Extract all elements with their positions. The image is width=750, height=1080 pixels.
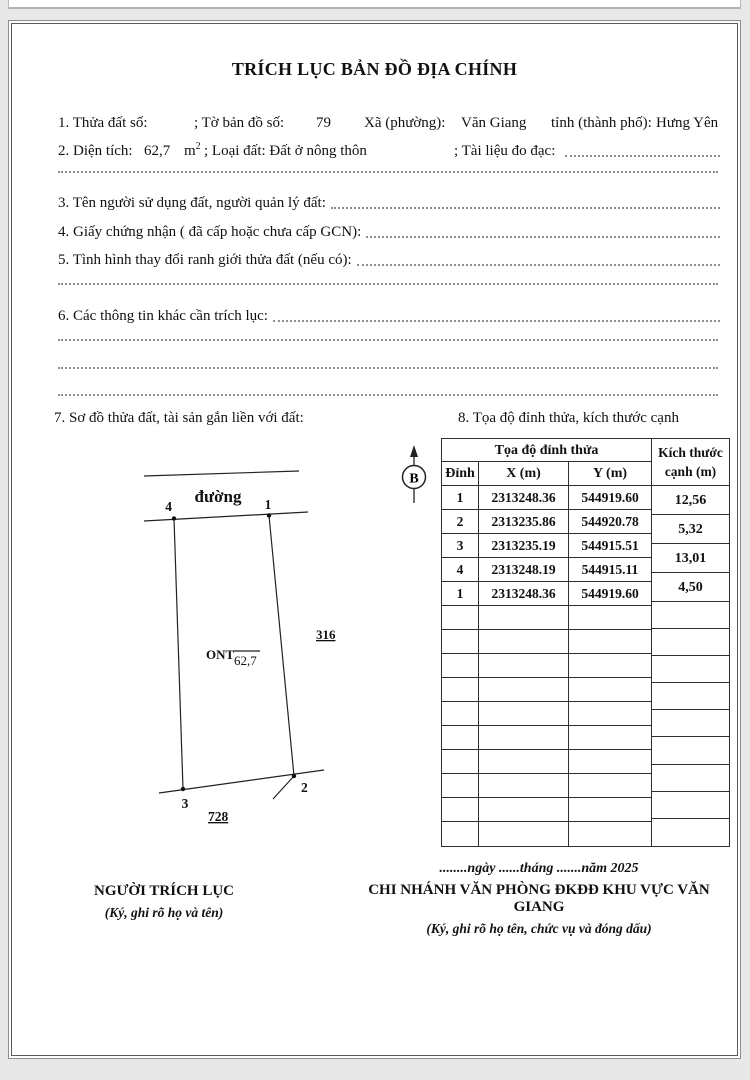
table-row [442, 510, 651, 534]
edge-length-cell-empty [652, 819, 729, 846]
document-page [8, 20, 741, 1059]
edge-length-cell-empty [652, 602, 729, 629]
table-row-empty [442, 726, 651, 750]
x-cell: 2313235.86 [479, 510, 569, 533]
dotted-fill [565, 141, 720, 157]
area-unit: $m^2$ [184, 141, 201, 159]
road-upper-line [144, 471, 299, 476]
edge-length-cell-empty [652, 737, 729, 764]
table-row-empty [442, 654, 651, 678]
parcel-number-label: 1. Thửa đất số: [58, 115, 148, 131]
vertex-cell: 1 [442, 486, 479, 509]
edge-length-cell-empty [652, 629, 729, 656]
edge-length-cell: 12,56 [652, 486, 729, 515]
vertex-dot-2 [292, 774, 296, 778]
province-value: Hưng Yên [656, 115, 719, 131]
sketch-section-heading: 7. Sơ đồ thửa đất, tài sản gắn liền với đất: [54, 410, 304, 426]
vertex-cell: 2 [442, 510, 479, 533]
dotted-fill [273, 306, 720, 322]
vertex-label-1: 1 [264, 497, 272, 512]
table-row-empty [442, 606, 651, 630]
edge-length-column [652, 438, 730, 847]
land-use-code: ONT [206, 647, 235, 662]
edge-length-cell: 5,32 [652, 515, 729, 544]
land-user-label: 3. Tên người sử dụng đất, người quản lý đất: [58, 195, 326, 211]
vertex-cell: 3 [442, 534, 479, 557]
adjacent-parcel-bottom-label: 728 [208, 809, 229, 824]
dotted-fill [357, 250, 720, 266]
field-boundary-changes [58, 247, 722, 269]
edge-cells [652, 486, 729, 846]
coords-rows [442, 486, 651, 846]
vertex-dot-1 [267, 513, 271, 517]
col-header-edge: Kích thước cạnh (m) [652, 439, 729, 486]
table-row [442, 486, 651, 510]
dotted-line [58, 339, 718, 341]
y-cell: 544920.78 [581, 514, 639, 529]
edge-length-cell-empty [652, 683, 729, 710]
vertex-cell: 4 [442, 558, 479, 581]
office-sign-note: (Ký, ghi rõ họ tên, chức vụ và đóng dấu) [426, 921, 652, 936]
area-label: 2. Diện tích: [58, 143, 133, 159]
edge-length-cell-empty [652, 710, 729, 737]
table-row-empty [442, 678, 651, 702]
dotted-line [58, 367, 718, 369]
field-certificate [58, 219, 722, 241]
dotted-fill [331, 193, 720, 209]
land-type-label: ; Loại đất: Đất ở nông thôn [204, 143, 367, 159]
office-title: CHI NHÁNH VĂN PHÒNG ĐKĐĐ KHU VỰC VĂN GIANG [368, 882, 710, 915]
y-cell: 544919.60 [581, 490, 639, 505]
parcel-left-edge [174, 519, 183, 790]
x-cell: 2313235.19 [479, 534, 569, 557]
boundary-tick [273, 776, 294, 799]
coordinate-table [441, 438, 730, 847]
road-label: đường [194, 487, 242, 506]
table-row [442, 534, 651, 558]
field-area [58, 138, 722, 160]
area-value: 62,7 [144, 143, 171, 159]
extractor-title: NGƯỜI TRÍCH LỤC [93, 883, 235, 899]
north-arrow-icon [403, 445, 426, 503]
edge-length-cell-empty [652, 792, 729, 819]
vertex-label-2: 2 [301, 780, 308, 795]
col-header-y: Y (m) [592, 466, 628, 481]
table-row-empty [442, 630, 651, 654]
x-cell: 2313248.19 [479, 558, 569, 581]
province-label: tỉnh (thành phố): [551, 115, 652, 131]
field-other-info [58, 303, 722, 325]
table-row-empty [442, 750, 651, 774]
coordinate-table-left [441, 438, 652, 847]
x-cell: 2313248.36 [479, 582, 569, 605]
table-row-empty [442, 702, 651, 726]
vertex-cell: 1 [442, 582, 479, 605]
commune-label: Xã (phường): [364, 115, 446, 131]
date-line: ........ngày ......tháng .......năm 2025 [439, 861, 639, 876]
boundary-changes-label: 5. Tình hình thay đổi ranh giới thửa đất (nếu có): [58, 252, 352, 268]
adjacent-parcel-right-label: 316 [316, 627, 336, 642]
coords-group-header: Tọa độ đỉnh thửa [442, 439, 651, 462]
coords-column-headers [442, 462, 651, 486]
other-info-label: 6. Các thông tin khác cần trích lục: [58, 308, 268, 324]
extractor-signature-block [79, 883, 249, 921]
survey-doc-label: ; Tài liệu đo đạc: [454, 143, 556, 159]
field-parcel-number [58, 110, 722, 132]
vertex-dot-4 [172, 516, 176, 520]
col-header-vertex: Đỉnh [442, 462, 479, 485]
x-cell: 2313248.36 [479, 486, 569, 509]
dotted-line [58, 283, 718, 285]
col-header-x: X (m) [479, 462, 569, 485]
parcel-right-edge [269, 516, 294, 777]
table-row [442, 582, 651, 606]
vertex-label-3: 3 [181, 796, 189, 811]
certificate-label: 4. Giấy chứng nhận ( đã cấp hoặc chưa cấp GCN): [58, 224, 362, 240]
table-row [442, 558, 651, 582]
y-cell: 544915.11 [581, 562, 639, 577]
commune-value: Văn Giang [461, 115, 527, 131]
extractor-sign-note: (Ký, ghi rõ họ và tên) [104, 905, 224, 920]
edge-length-cell: 4,50 [652, 573, 729, 602]
dotted-fill [366, 222, 720, 238]
table-row-empty [442, 822, 651, 846]
y-cell: 544915.51 [581, 538, 639, 553]
vertex-label-4: 4 [165, 499, 172, 514]
parcel-sketch [56, 441, 438, 853]
map-sheet-label: ; Tờ bản đồ số: [194, 115, 285, 131]
page-title: TRÍCH LỤC BẢN ĐỒ ĐỊA CHÍNH [231, 59, 518, 79]
office-signature-block [344, 861, 734, 937]
field-land-user [58, 190, 722, 212]
dotted-line [58, 394, 718, 396]
table-row-empty [442, 774, 651, 798]
coordinates-section-heading: 8. Tọa độ đỉnh thửa, kích thước cạnh [458, 410, 679, 426]
y-cell: 544919.60 [581, 586, 639, 601]
parcel-area-label: 62,7 [234, 653, 257, 668]
map-sheet-value: 79 [316, 115, 331, 131]
table-row-empty [442, 798, 651, 822]
dotted-line [58, 171, 718, 173]
edge-length-cell: 13,01 [652, 544, 729, 573]
north-letter: B [409, 471, 419, 487]
edge-length-cell-empty [652, 765, 729, 792]
vertex-dot-3 [181, 787, 185, 791]
edge-length-cell-empty [652, 656, 729, 683]
previous-page-edge [8, 0, 741, 9]
